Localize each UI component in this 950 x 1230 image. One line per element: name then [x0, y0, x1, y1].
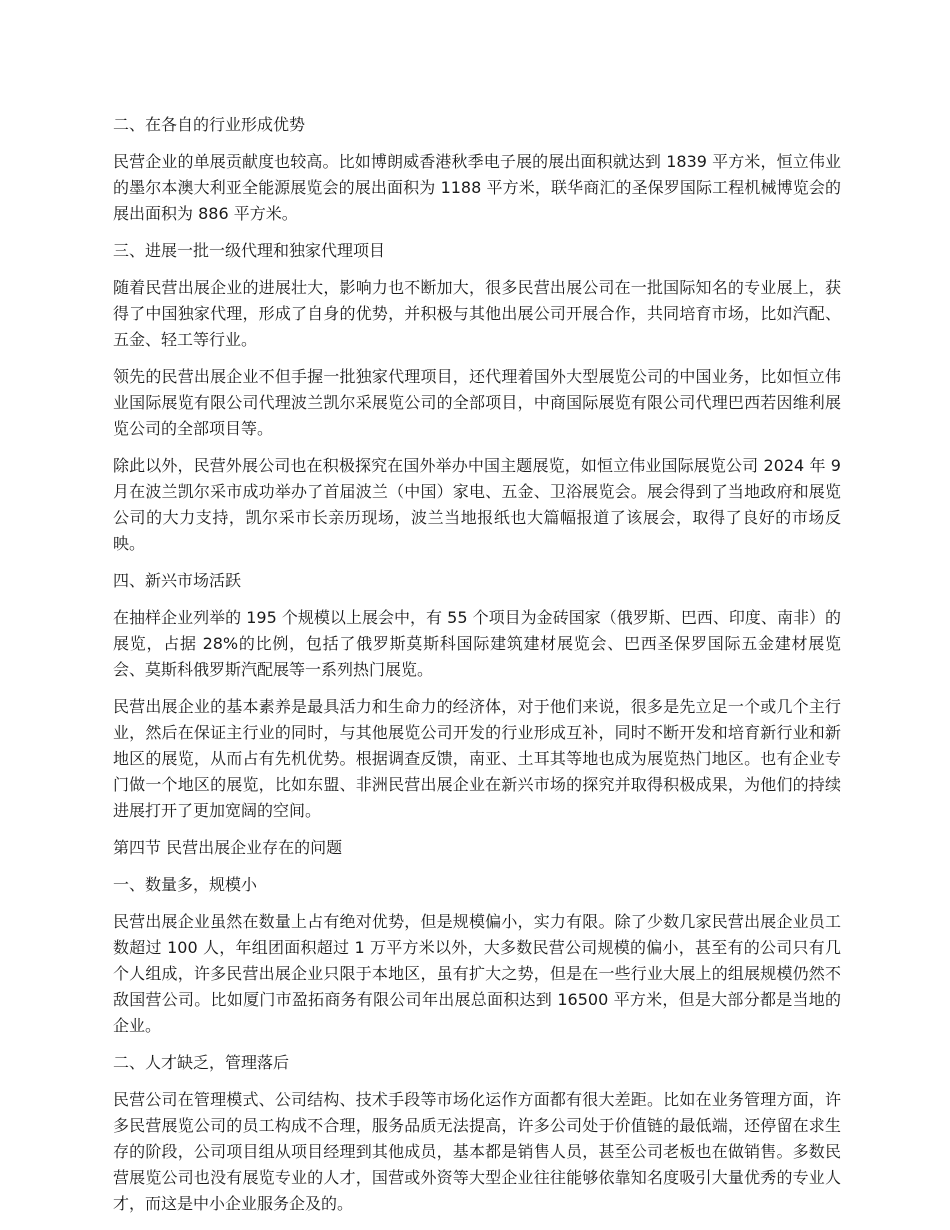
paragraph: 民营出展企业的基本素养是最具活力和生命力的经济体，对于他们来说，很多是先立足一个或几个主行业，然后在保证主行业的同时，与其他展览公司开发的行业形成互补，同时不断开发和培育新行业和新地区的展览，从而占有先机优势。根据调查反馈，南亚、土耳其等地也成为展览热门地区。也有企业专门做一个地区的展览，比如东盟、非洲民营出展企业在新兴市场的探究并取得积极成果，为他们的持续进展打开了更加宽阔的空间。 — [113, 697, 841, 820]
paragraph: 除此以外，民营外展公司也在积极探究在国外举办中国主题展览，如恒立伟业国际展览公司 2024 年 9 月在波兰凯尔采市成功举办了首届波兰（中国）家电、五金、卫浴展览会。展会得到了当地政府和展览公司的大力支持，凯尔采市长亲历现场，波兰当地报纸也大篇幅报道了该展会，取得了良好的市场反映。 — [113, 456, 841, 553]
paragraph: 民营公司在管理模式、公司结构、技术手段等市场化运作方面都有很大差距。比如在业务管理方面，许多民营展览公司的员工构成不合理，服务品质无法提高，许多公司处于价值链的最低端，还停留在求生存的阶段，公司项目组从项目经理到其他成员，基本都是销售人员，甚至公司老板也在做销售。多数民营展览公司也没有展览专业的人才，国营或外资等大型企业往往能够依靠知名度吸引大量优秀的专业人才，而这是中小企业服务企及的。 — [113, 1090, 841, 1213]
section-heading-quantity-scale: 一、数量多，规模小 — [113, 875, 258, 894]
paragraph: 在抽样企业列举的 195 个规模以上展会中，有 55 个项目为金砖国家（俄罗斯、巴西、印度、南非）的展览，占据 28%的比例，包括了俄罗斯莫斯科国际建筑建材展览会、巴西圣保罗国际五金建材展览会、莫斯科俄罗斯汽配展等一系列热门展览。 — [113, 608, 841, 679]
paragraph: 随着民营出展企业的进展壮大，影响力也不断加大，很多民营出展公司在一批国际知名的专业展上，获得了中国独家代理，形成了自身的优势，并积极与其他出展公司开展合作，共同培育市场，比如汽配、五金、轻工等行业。 — [113, 278, 841, 349]
section-heading-agency-projects: 三、进展一批一级代理和独家代理项目 — [113, 241, 386, 260]
section-heading-industry-advantage: 二、在各自的行业形成优势 — [113, 115, 306, 134]
chapter-heading-problems: 第四节 民营出展企业存在的问题 — [113, 838, 343, 857]
section-heading-talent-management: 二、人才缺乏，管理落后 — [113, 1053, 290, 1072]
paragraph: 民营出展企业虽然在数量上占有绝对优势，但是规模偏小，实力有限。除了少数几家民营出展企业员工数超过 100 人，年组团面积超过 1 万平方米以外，大多数民营公司规模的偏小，甚至有的公司只有几个人组成，许多民营出展企业只限于本地区，虽有扩大之势，但是在一些行业大展上的组展规模仍然不敌国营公司。比如厦门市盈拓商务有限公司年出展总面积达到 16500 平方米，但是大部分都是当地的企业。 — [113, 912, 841, 1035]
paragraph: 民营企业的单展贡献度也较高。比如博朗威香港秋季电子展的展出面积就达到 1839 平方米，恒立伟业的墨尔本澳大利亚全能源展览会的展出面积为 1188 平方米，联华商汇的圣保罗国际工程机械博览会的展出面积为 886 平方米。 — [113, 152, 841, 223]
section-heading-emerging-markets: 四、新兴市场活跃 — [113, 571, 242, 590]
document-page — [113, 112, 841, 1228]
paragraph: 领先的民营出展企业不但手握一批独家代理项目，还代理着国外大型展览公司的中国业务，比如恒立伟业国际展览有限公司代理波兰凯尔采展览公司的全部项目，中商国际展览有限公司代理巴西若因维利展览公司的全部项目等。 — [113, 367, 841, 438]
